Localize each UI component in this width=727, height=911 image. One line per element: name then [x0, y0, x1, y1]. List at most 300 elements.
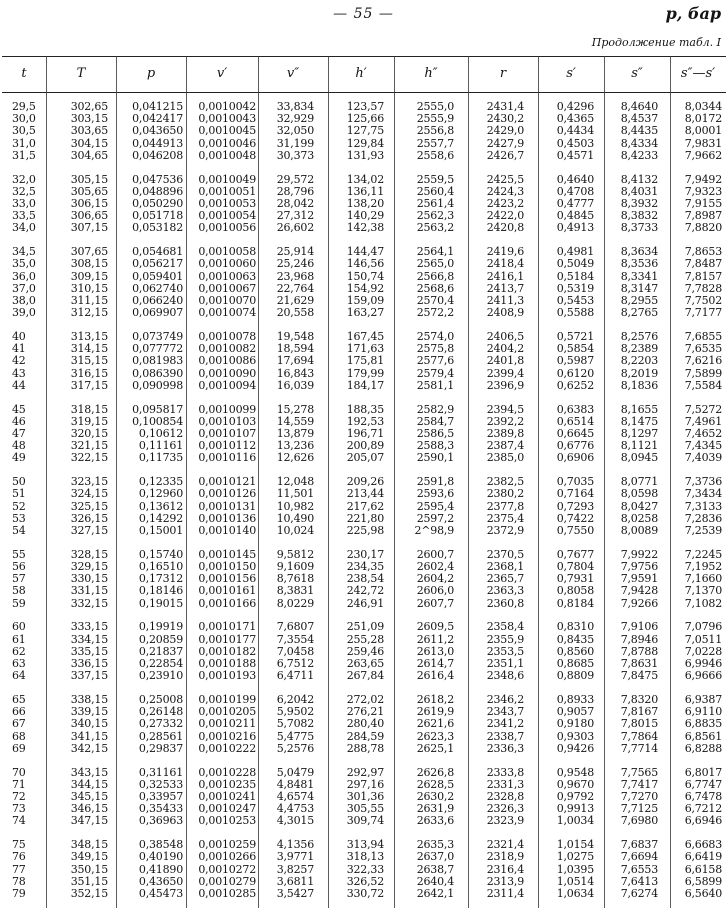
- table-row: [2, 331, 726, 343]
- table-cell-s-double-prime: 8,2576: [620, 330, 658, 343]
- table-cell-t: 76: [12, 850, 26, 864]
- table-cell-s-double-prime: 8,1475: [620, 414, 658, 428]
- table-cell-r: 2418,4: [486, 257, 524, 271]
- table-cell-v-prime: 0,0010211: [198, 717, 256, 731]
- table-cell-T: 332,15: [70, 596, 108, 610]
- table-cell-p: 0,043650: [132, 124, 183, 138]
- table-cell-s-prime: 0,6252: [556, 378, 594, 392]
- table-cell-t: 32,0: [12, 172, 36, 186]
- table-row: [2, 706, 726, 718]
- table-cell-h-prime: 146,56: [346, 257, 384, 271]
- table-cell-t: 77: [12, 862, 26, 876]
- table-cell-r: 2360,8: [486, 596, 524, 610]
- table-cell-h-double-prime: 2635,3: [416, 838, 454, 852]
- table-cell-s-double-prime: 7,8946: [620, 632, 658, 646]
- table-cell-h-double-prime: 2582,9: [416, 402, 454, 416]
- table-cell-h-double-prime: 2590,1: [416, 451, 454, 465]
- table-cell-s-difference: 6,9666: [684, 669, 722, 683]
- column-header-r: r: [499, 66, 507, 81]
- table-cell-h-double-prime: 2^98,9: [414, 523, 454, 537]
- table-cell-h-prime: 140,29: [346, 209, 384, 223]
- table-cell-v-double-prime: 7,6807: [276, 620, 314, 634]
- table-cell-p: 0,062740: [132, 281, 183, 295]
- table-cell-h-double-prime: 2557,7: [416, 136, 454, 150]
- table-cell-v-prime: 0,0010121: [198, 475, 256, 489]
- table-cell-r: 2429,0: [486, 124, 524, 138]
- table-row: [2, 186, 726, 198]
- table-cell-s-difference: 7,5899: [684, 366, 722, 380]
- table-cell-h-double-prime: 2611,2: [416, 632, 454, 646]
- table-cell-h-prime: 134,02: [346, 172, 384, 186]
- table-cell-v-double-prime: 11,501: [276, 487, 314, 501]
- table-cell-s-prime: 0,9180: [556, 717, 594, 731]
- table-cell-h-prime: 301,36: [346, 789, 384, 803]
- table-cell-T: 310,15: [70, 281, 108, 295]
- table-cell-s-prime: 0,9792: [556, 789, 594, 803]
- table-cell-t: 43: [12, 366, 26, 380]
- table-cell-v-double-prime: 13,236: [276, 439, 314, 453]
- table-cell-p: 0,38548: [138, 838, 183, 852]
- table-cell-s-prime: 0,5453: [556, 293, 594, 307]
- table-cell-p: 0,23910: [138, 669, 183, 683]
- table-cell-v-prime: 0,0010145: [198, 547, 256, 561]
- table-cell-t: 29,5: [12, 100, 36, 113]
- table-cell-s-double-prime: 8,3536: [620, 257, 658, 271]
- table-cell-p: 0,044913: [132, 136, 183, 150]
- table-cell-s-difference: 7,8157: [684, 269, 722, 283]
- table-cell-s-prime: 0,4503: [556, 136, 594, 150]
- table-cell-v-double-prime: 8,3831: [276, 584, 314, 598]
- table-cell-T: 343,15: [70, 765, 108, 779]
- table-row: [2, 380, 726, 392]
- table-cell-r: 2382,5: [486, 475, 524, 489]
- table-cell-r: 2377,8: [486, 499, 524, 513]
- table-cell-s-prime: 0,9057: [556, 705, 594, 719]
- table-cell-r: 2348,6: [486, 669, 524, 683]
- table-cell-v-double-prime: 5,4775: [276, 729, 314, 743]
- table-cell-T: 313,15: [70, 330, 108, 343]
- table-row: [2, 368, 726, 380]
- table-cell-h-double-prime: 2572,2: [416, 306, 454, 320]
- table-cell-s-difference: 6,9387: [684, 693, 722, 706]
- table-cell-t: 70: [12, 765, 26, 779]
- table-cell-v-double-prime: 31,199: [276, 136, 314, 150]
- table-cell-s-double-prime: 7,7125: [620, 802, 658, 816]
- table-cell-v-double-prime: 10,982: [276, 499, 314, 513]
- table-cell-h-prime: 159,09: [346, 293, 384, 307]
- table-row: [2, 513, 726, 525]
- table-cell-h-double-prime: 2579,4: [416, 366, 454, 380]
- table-cell-v-prime: 0,0010161: [198, 584, 256, 598]
- table-cell-s-prime: 0,6383: [556, 402, 594, 416]
- table-row: [2, 888, 726, 900]
- table-cell-v-double-prime: 9,1609: [276, 559, 314, 573]
- table-cell-h-double-prime: 2588,3: [416, 439, 454, 453]
- table-cell-h-prime: 230,17: [346, 547, 384, 561]
- table-cell-s-prime: 0,5854: [556, 342, 594, 356]
- table-cell-r: 2431,4: [486, 100, 524, 113]
- table-cell-T: 311,15: [70, 293, 108, 307]
- table-cell-s-prime: 0,4296: [556, 100, 594, 113]
- table-cell-p: 0,31161: [138, 765, 183, 779]
- table-cell-T: 328,15: [70, 547, 108, 561]
- table-cell-v-double-prime: 18,594: [276, 342, 314, 356]
- table-cell-r: 2368,1: [486, 559, 524, 573]
- continuation-label: Продолжение табл. I: [591, 36, 721, 49]
- table-cell-v-prime: 0,0010166: [198, 596, 256, 610]
- table-cell-s-double-prime: 7,7864: [620, 729, 658, 743]
- table-cell-p: 0,27332: [138, 717, 183, 731]
- table-cell-h-prime: 217,62: [346, 499, 384, 513]
- table-cell-p: 0,050290: [132, 196, 183, 210]
- table-cell-r: 2346,2: [486, 693, 524, 706]
- table-row: [2, 174, 726, 186]
- table-cell-t: 59: [12, 596, 26, 610]
- table-cell-T: 303,65: [70, 124, 108, 138]
- table-row: [2, 271, 726, 283]
- table-cell-v-double-prime: 5,7082: [276, 717, 314, 731]
- table-cell-v-prime: 0,0010241: [198, 789, 256, 803]
- table-cell-p: 0,16510: [138, 559, 183, 573]
- table-cell-v-prime: 0,0010042: [198, 100, 256, 113]
- table-cell-s-prime: 0,4365: [556, 112, 594, 126]
- table-cell-r: 2363,3: [486, 584, 524, 598]
- table-cell-h-prime: 234,35: [346, 559, 384, 573]
- table-cell-s-double-prime: 8,2765: [620, 306, 658, 320]
- table-cell-T: 341,15: [70, 729, 108, 743]
- table-cell-p: 0,046208: [132, 148, 183, 162]
- table-cell-h-double-prime: 2602,4: [416, 559, 454, 573]
- table-cell-s-difference: 6,7212: [684, 802, 722, 816]
- table-cell-v-double-prime: 25,246: [276, 257, 314, 271]
- table-cell-h-double-prime: 2628,5: [416, 777, 454, 791]
- table-cell-s-prime: 0,5184: [556, 269, 594, 283]
- table-cell-T: 307,65: [70, 245, 108, 259]
- table-cell-s-prime: 1,0275: [556, 850, 594, 864]
- table-cell-t: 30,0: [12, 112, 36, 126]
- table-row: [2, 803, 726, 815]
- table-cell-s-difference: 7,7828: [684, 281, 722, 295]
- table-cell-v-prime: 0,0010107: [198, 426, 256, 440]
- table-cell-T: 312,15: [70, 306, 108, 320]
- table-cell-T: 304,15: [70, 136, 108, 150]
- table-cell-v-prime: 0,0010063: [198, 269, 256, 283]
- table-cell-v-prime: 0,0010193: [198, 669, 256, 683]
- table-cell-p: 0,15740: [138, 547, 183, 561]
- table-row: [2, 658, 726, 670]
- table-cell-v-double-prime: 28,042: [276, 196, 314, 210]
- table-cell-s-difference: 7,5272: [684, 402, 722, 416]
- table-cell-h-prime: 322,33: [346, 862, 384, 876]
- table-cell-h-prime: 163,27: [346, 306, 384, 320]
- table-cell-h-double-prime: 2570,4: [416, 293, 454, 307]
- table-row: [2, 501, 726, 513]
- table-cell-h-prime: 175,81: [346, 354, 384, 368]
- table-cell-h-double-prime: 2574,0: [416, 330, 454, 343]
- table-cell-v-double-prime: 7,3554: [276, 632, 314, 646]
- table-row: [2, 198, 726, 210]
- table-cell-T: 314,15: [70, 342, 108, 356]
- column-header-h-prime: h′: [355, 66, 367, 81]
- table-cell-v-double-prime: 6,2042: [276, 693, 314, 706]
- table-cell-r: 2392,2: [486, 414, 524, 428]
- table-cell-T: 322,15: [70, 451, 108, 465]
- table-cell-v-prime: 0,0010182: [198, 644, 256, 658]
- table-cell-v-double-prime: 4,4753: [276, 802, 314, 816]
- table-cell-s-double-prime: 8,4435: [620, 124, 658, 138]
- table-cell-h-prime: 213,44: [346, 487, 384, 501]
- table-row: [2, 452, 726, 464]
- table-cell-s-prime: 0,4981: [556, 245, 594, 259]
- table-cell-v-prime: 0,0010126: [198, 487, 256, 501]
- table-cell-t: 64: [12, 669, 26, 683]
- table-cell-s-double-prime: 8,4031: [620, 184, 658, 198]
- table-cell-s-prime: 0,9670: [556, 777, 594, 791]
- table-row: [2, 670, 726, 682]
- table-cell-t: 62: [12, 644, 26, 658]
- table-row: [2, 138, 726, 150]
- table-cell-p: 0,36963: [138, 814, 183, 828]
- page-header-right: p, бар: [665, 4, 721, 23]
- table-cell-h-prime: 196,71: [346, 426, 384, 440]
- table-row: [2, 440, 726, 452]
- table-cell-p: 0,041215: [132, 100, 183, 113]
- table-cell-h-double-prime: 2633,6: [416, 814, 454, 828]
- table-cell-h-double-prime: 2623,3: [416, 729, 454, 743]
- table-cell-s-difference: 7,1370: [684, 584, 722, 598]
- table-cell-h-prime: 142,38: [346, 221, 384, 235]
- table-cell-s-difference: 7,4039: [684, 451, 722, 465]
- table-cell-p: 0,081983: [132, 354, 183, 368]
- table-cell-t: 54: [12, 523, 26, 537]
- table-cell-T: 345,15: [70, 789, 108, 803]
- table-cell-r: 2399,4: [486, 366, 524, 380]
- table-cell-t: 50: [12, 475, 26, 489]
- table-cell-h-double-prime: 2621,6: [416, 717, 454, 731]
- table-cell-s-prime: 0,7550: [556, 523, 594, 537]
- table-cell-T: 323,15: [70, 475, 108, 489]
- table-cell-s-difference: 7,2836: [684, 511, 722, 525]
- table-cell-s-double-prime: 8,3932: [620, 196, 658, 210]
- table-cell-s-double-prime: 8,1297: [620, 426, 658, 440]
- table-cell-s-difference: 6,6158: [684, 862, 722, 876]
- table-cell-v-double-prime: 16,039: [276, 378, 314, 392]
- table-cell-s-prime: 1,0514: [556, 874, 594, 888]
- table-cell-r: 2406,5: [486, 330, 524, 343]
- table-cell-s-difference: 7,9831: [684, 136, 722, 150]
- table-cell-p: 0,29837: [138, 741, 183, 755]
- table-cell-h-double-prime: 2564,1: [416, 245, 454, 259]
- column-header-s-double-prime: s″: [631, 66, 643, 81]
- table-cell-v-double-prime: 22,764: [276, 281, 314, 295]
- table-cell-s-double-prime: 7,8167: [620, 705, 658, 719]
- table-cell-r: 2401,8: [486, 354, 524, 368]
- table-cell-t: 69: [12, 741, 26, 755]
- table-cell-r: 2313,9: [486, 874, 524, 888]
- table-cell-s-double-prime: 7,9266: [620, 596, 658, 610]
- table-row: [2, 573, 726, 585]
- table-cell-s-prime: 0,4777: [556, 196, 594, 210]
- table-cell-T: 347,15: [70, 814, 108, 828]
- table-cell-h-double-prime: 2619,9: [416, 705, 454, 719]
- table-cell-T: 351,15: [70, 874, 108, 888]
- table-cell-p: 0,17312: [138, 572, 183, 586]
- table-cell-t: 79: [12, 886, 26, 900]
- table-cell-h-prime: 144,47: [346, 245, 384, 259]
- table-cell-p: 0,11735: [138, 451, 183, 465]
- table-row: [2, 428, 726, 440]
- table-cell-s-difference: 6,5899: [684, 874, 722, 888]
- table-cell-p: 0,45473: [138, 886, 183, 900]
- table-cell-t: 46: [12, 414, 26, 428]
- table-cell-r: 2380,2: [486, 487, 524, 501]
- table-cell-r: 2385,0: [486, 451, 524, 465]
- table-cell-s-prime: 0,8310: [556, 620, 594, 634]
- table-cell-T: 338,15: [70, 693, 108, 706]
- table-cell-s-prime: 0,9426: [556, 741, 594, 755]
- table-cell-s-difference: 6,8835: [684, 717, 722, 731]
- table-row: [2, 416, 726, 428]
- table-cell-s-double-prime: 7,6694: [620, 850, 658, 864]
- table-cell-h-double-prime: 2559,5: [416, 172, 454, 186]
- table-cell-s-difference: 7,4652: [684, 426, 722, 440]
- table-cell-s-double-prime: 8,1836: [620, 378, 658, 392]
- table-row: [2, 767, 726, 779]
- table-cell-t: 44: [12, 378, 26, 392]
- table-cell-t: 74: [12, 814, 26, 828]
- table-cell-v-double-prime: 9,5812: [276, 547, 314, 561]
- table-cell-v-double-prime: 23,968: [276, 269, 314, 283]
- table-cell-v-prime: 0,0010285: [198, 886, 256, 900]
- table-cell-v-prime: 0,0010086: [198, 354, 256, 368]
- table-cell-p: 0,40190: [138, 850, 183, 864]
- table-cell-s-double-prime: 7,9756: [620, 559, 658, 573]
- table-cell-h-double-prime: 2630,2: [416, 789, 454, 803]
- table-cell-T: 335,15: [70, 644, 108, 658]
- table-cell-p: 0,19015: [138, 596, 183, 610]
- table-cell-s-prime: 0,4640: [556, 172, 594, 186]
- table-cell-p: 0,056217: [132, 257, 183, 271]
- table-cell-s-double-prime: 8,2389: [620, 342, 658, 356]
- table-cell-h-prime: 225,98: [346, 523, 384, 537]
- table-row: [2, 258, 726, 270]
- table-cell-v-double-prime: 4,3015: [276, 814, 314, 828]
- table-row: [2, 839, 726, 851]
- table-cell-v-prime: 0,0010074: [198, 306, 256, 320]
- table-cell-T: 319,15: [70, 414, 108, 428]
- table-cell-s-prime: 0,7293: [556, 499, 594, 513]
- table-row: [2, 295, 726, 307]
- table-cell-t: 53: [12, 511, 26, 525]
- table-cell-r: 2426,7: [486, 148, 524, 162]
- table-cell-s-difference: 7,9323: [684, 184, 722, 198]
- table-cell-s-double-prime: 8,0258: [620, 511, 658, 525]
- table-cell-v-prime: 0,0010078: [198, 330, 256, 343]
- table-row: [2, 525, 726, 537]
- table-cell-t: 42: [12, 354, 26, 368]
- table-cell-h-prime: 318,13: [346, 850, 384, 864]
- table-cell-v-prime: 0,0010259: [198, 838, 256, 852]
- table-cell-t: 34,0: [12, 221, 36, 235]
- table-cell-h-double-prime: 2562,3: [416, 209, 454, 223]
- table-cell-s-prime: 1,0154: [556, 838, 594, 852]
- table-cell-s-difference: 7,2245: [684, 547, 722, 561]
- table-cell-t: 35,0: [12, 257, 36, 271]
- table-cell-p: 0,054681: [132, 245, 183, 259]
- table-cell-s-prime: 0,8184: [556, 596, 594, 610]
- table-cell-v-double-prime: 4,6574: [276, 789, 314, 803]
- table-cell-T: 308,15: [70, 257, 108, 271]
- table-cell-s-prime: 0,7677: [556, 547, 594, 561]
- table-cell-t: 31,5: [12, 148, 36, 162]
- table-cell-p: 0,43650: [138, 874, 183, 888]
- table-cell-t: 40: [12, 330, 26, 343]
- table-cell-v-prime: 0,0010053: [198, 196, 256, 210]
- table-cell-p: 0,21837: [138, 644, 183, 658]
- table-cell-h-double-prime: 2616,4: [416, 669, 454, 683]
- table-cell-h-double-prime: 2618,2: [416, 693, 454, 706]
- table-cell-s-difference: 7,8653: [684, 245, 722, 259]
- table-cell-s-difference: 7,8487: [684, 257, 722, 271]
- table-cell-v-prime: 0,0010043: [198, 112, 256, 126]
- table-cell-p: 0,18146: [138, 584, 183, 598]
- table-cell-t: 37,0: [12, 281, 36, 295]
- table-cell-s-prime: 0,9548: [556, 765, 594, 779]
- table-cell-h-prime: 255,28: [346, 632, 384, 646]
- table-cell-v-prime: 0,0010253: [198, 814, 256, 828]
- table-cell-s-double-prime: 7,8015: [620, 717, 658, 731]
- table-cell-h-prime: 251,09: [346, 620, 384, 634]
- table-cell-s-double-prime: 7,9922: [620, 547, 658, 561]
- table-cell-r: 2326,3: [486, 802, 524, 816]
- table-cell-r: 2396,9: [486, 378, 524, 392]
- table-row: [2, 343, 726, 355]
- table-cell-T: 307,15: [70, 221, 108, 235]
- table-cell-p: 0,19919: [138, 620, 183, 634]
- table-cell-s-prime: 0,8933: [556, 693, 594, 706]
- table-cell-s-prime: 0,9303: [556, 729, 594, 743]
- table-cell-h-prime: 171,63: [346, 342, 384, 356]
- table-cell-r: 2416,1: [486, 269, 524, 283]
- table-cell-h-prime: 154,92: [346, 281, 384, 295]
- table-cell-r: 2311,4: [486, 886, 524, 900]
- table-cell-h-prime: 259,46: [346, 644, 384, 658]
- table-cell-h-prime: 129,84: [346, 136, 384, 150]
- table-cell-p: 0,22854: [138, 656, 183, 670]
- table-cell-h-prime: 192,53: [346, 414, 384, 428]
- table-cell-h-double-prime: 2558,6: [416, 148, 454, 162]
- table-cell-s-double-prime: 7,7565: [620, 765, 658, 779]
- table-cell-T: 349,15: [70, 850, 108, 864]
- table-cell-s-double-prime: 8,1121: [620, 439, 658, 453]
- table-cell-h-double-prime: 2577,6: [416, 354, 454, 368]
- table-cell-t: 68: [12, 729, 26, 743]
- column-header-v-double-prime: v″: [286, 66, 300, 81]
- table-cell-s-prime: 0,8809: [556, 669, 594, 683]
- table-cell-t: 49: [12, 451, 26, 465]
- table-cell-t: 45: [12, 402, 26, 416]
- column-header-T: T: [76, 66, 86, 81]
- table-cell-s-prime: 0,6776: [556, 439, 594, 453]
- table-cell-s-double-prime: 7,7417: [620, 777, 658, 791]
- table-cell-s-prime: 0,7035: [556, 475, 594, 489]
- table-cell-T: 350,15: [70, 862, 108, 876]
- table-cell-h-prime: 305,55: [346, 802, 384, 816]
- table-cell-v-double-prime: 33,834: [276, 100, 314, 113]
- table-cell-s-double-prime: 7,9428: [620, 584, 658, 598]
- table-cell-T: 331,15: [70, 584, 108, 598]
- column-header-t: t: [21, 66, 27, 81]
